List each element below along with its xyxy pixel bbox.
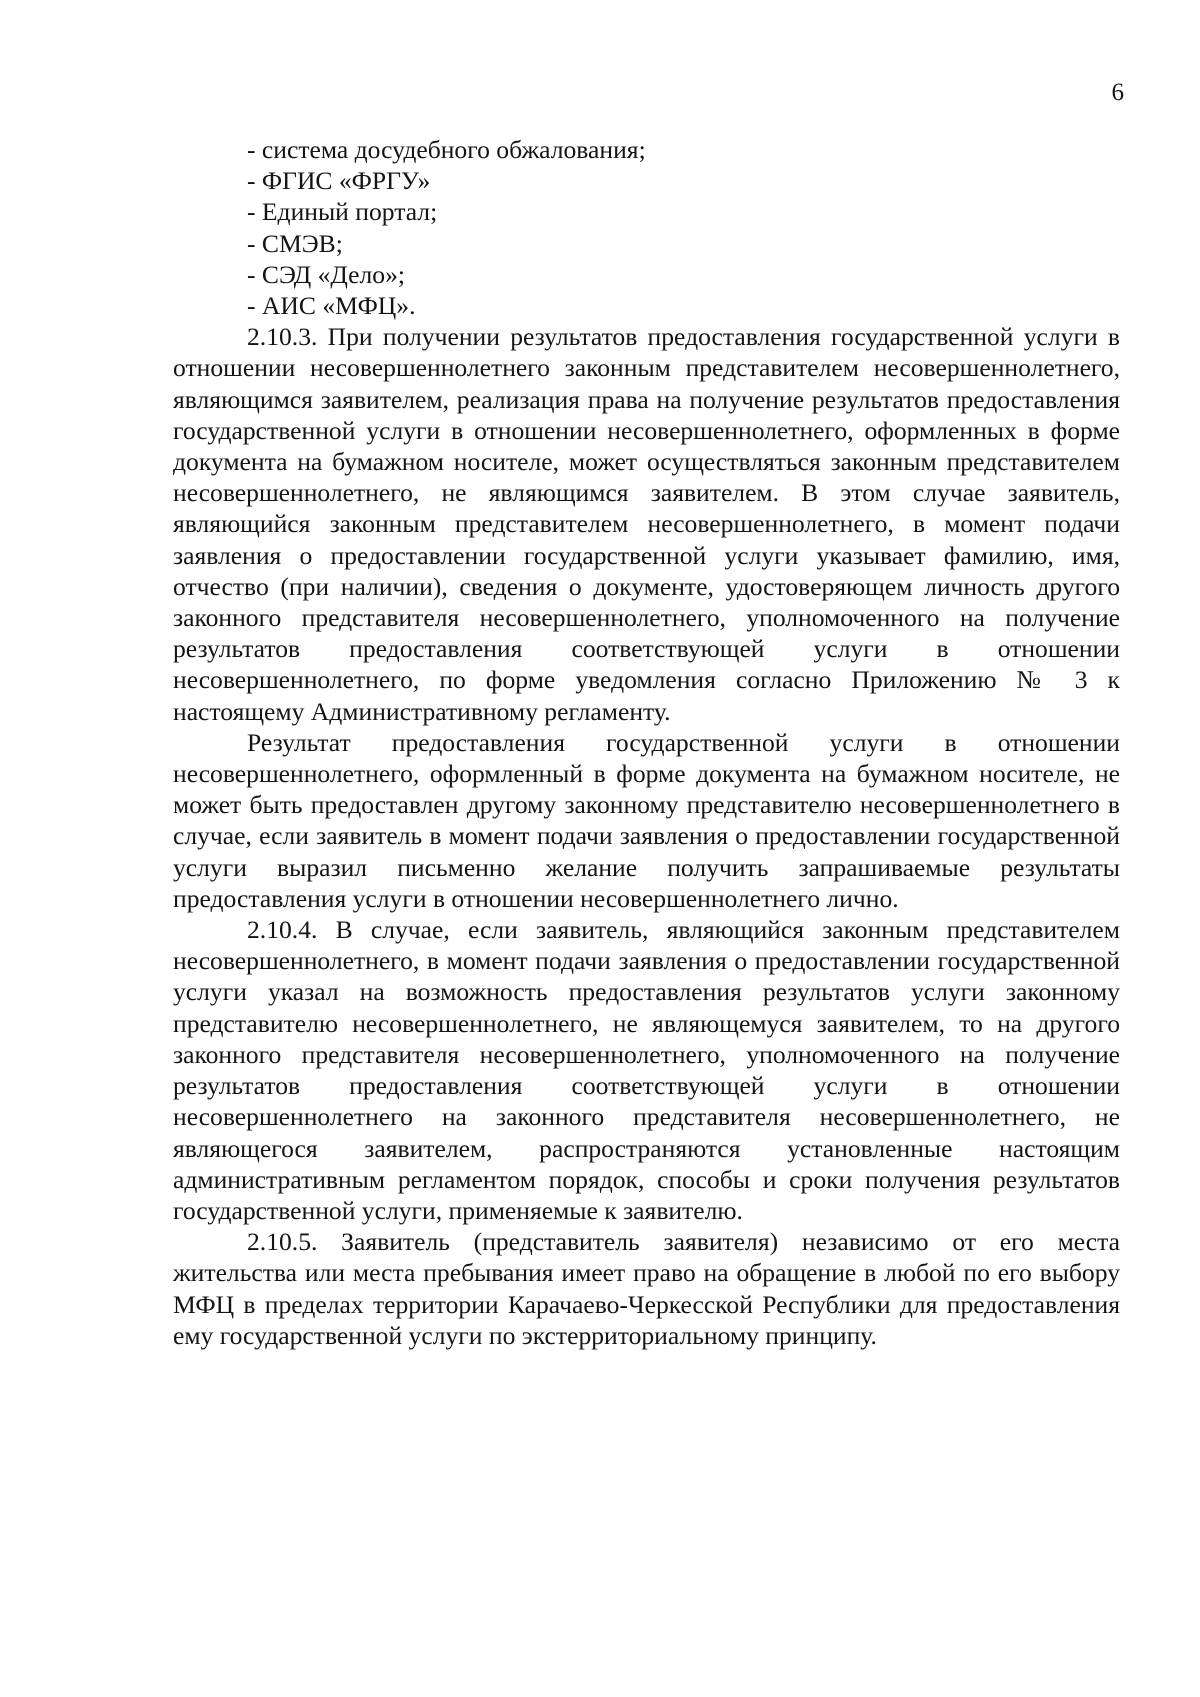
- systems-list: [173, 134, 1120, 321]
- list-item: - АИС «МФЦ».: [247, 291, 416, 321]
- paragraph-2-10-4: 2.10.4. В случае, если заявитель, являющийся законным представителем несовершеннолетнего, в момент подачи заявления о предоставлении государственной услуги указал на возможность предоставления результатов услуги законному представителю несовершеннолетнего, не являющемуся заявителем, то на другого законного представителя несовершеннолетнего, уполномоченного на получение результатов предоставления соответствующей услуги в отношении несовершеннолетнего на законного представителя несовершеннолетнего, не являющегося заявителем, распространяются установленные настоящим административным регламентом порядок, способы и сроки получения результатов государственной услуги, применяемые к заявителю.: [173, 915, 1120, 1225]
- list-item: - система досудебного обжалования;: [247, 135, 646, 164]
- paragraph-2-10-3: 2.10.3. При получении результатов предоставления государственной услуги в отношении несовершеннолетнего законным представителем несовершеннолетнего, являющимся заявителем, реализация права на получение результатов предоставления государственной услуги в отношении несовершеннолетнего, оформленных в форме документа на бумажном носителе, может осуществляться законным представителем несовершеннолетнего, не являющимся заявителем. В этом случае заявитель, являющийся законным представителем несовершеннолетнего, в момент подачи заявления о предоставлении государственной услуги указывает фамилию, имя, отчество (при наличии), сведения о документе, удостоверяющем личность другого законного представителя несовершеннолетнего, уполномоченного на получение результатов предоставления соответствующей услуги в отношении несовершеннолетнего, по форме уведомления согласно Приложению № 3 к настоящему Административному регламенту.: [173, 322, 1120, 726]
- page-number: 6: [1111, 79, 1124, 106]
- list-item: - СЭД «Дело»;: [247, 259, 405, 289]
- list-item: - Единый портал;: [247, 197, 438, 227]
- list-item: - ФГИС «ФРГУ»: [247, 166, 431, 196]
- document-body: [173, 134, 1120, 1351]
- list-item: - СМЭВ;: [247, 228, 343, 258]
- paragraph-result: Результат предоставления государственной услуги в отношении несовершеннолетнего, оформленный в форме документа на бумажном носителе, не может быть предоставлен другому законному представителю несовершеннолетнего в случае, если заявитель в момент подачи заявления о предоставлении государственной услуги выразил письменно желание получить запрашиваемые результаты предоставления услуги в отношении несовершеннолетнего лично.: [173, 727, 1120, 913]
- paragraph-2-10-5: 2.10.5. Заявитель (представитель заявителя) независимо от его места жительства или места пребывания имеет право на обращение в любой по его выбору МФЦ в пределах территории Карачаево-Черкесской Республики для предоставления ему государственной услуги по экстерриториальному принципу.: [173, 1227, 1120, 1350]
